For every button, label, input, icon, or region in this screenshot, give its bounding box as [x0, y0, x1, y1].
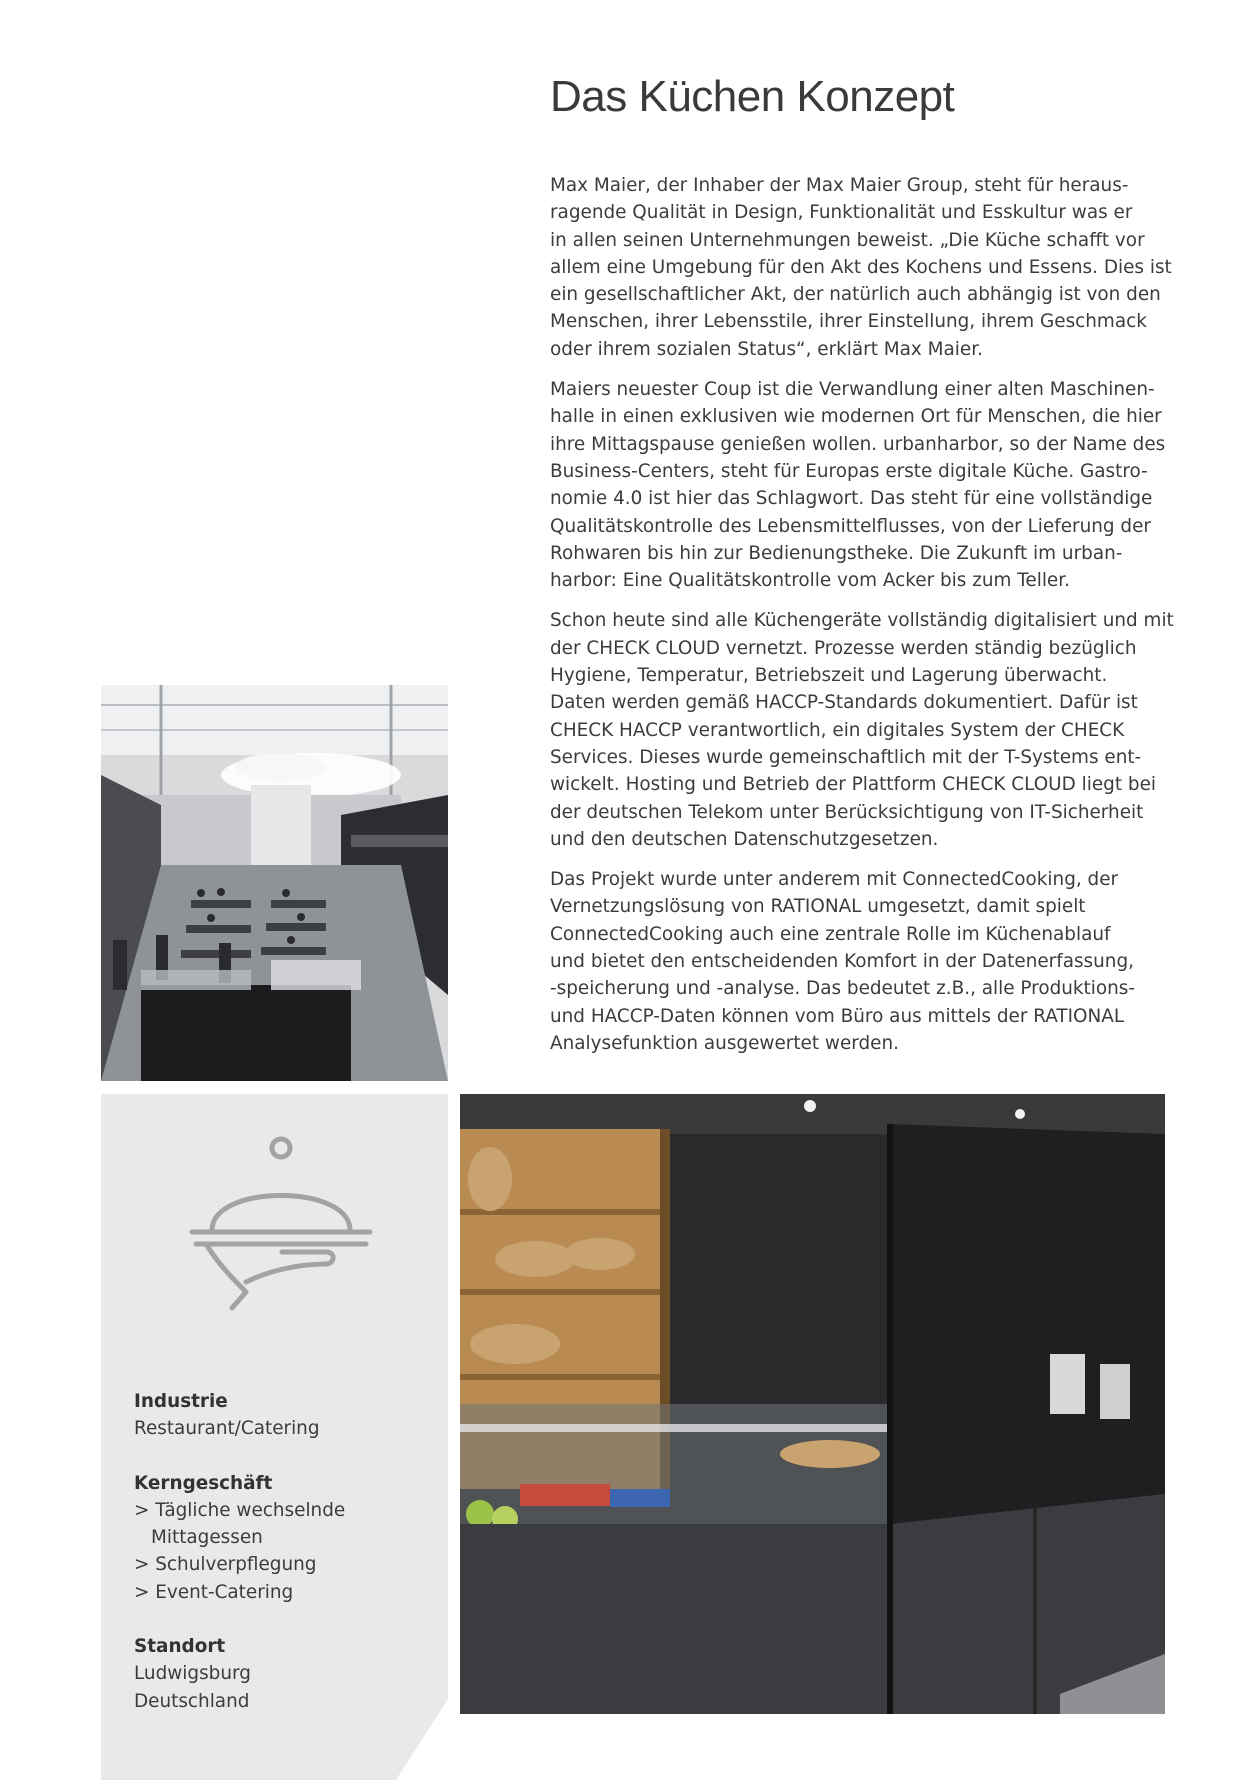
text-line: CHECK HACCP verantwortlich, ein digitales System der CHECK: [550, 719, 1125, 741]
text-line: Vernetzungslösung von RATIONAL umgesetzt, damit spielt: [550, 896, 1086, 918]
text-line: nomie 4.0 ist hier das Schlagwort. Das steht für eine vollständige: [550, 488, 1153, 510]
text-line: Hygiene, Temperatur, Betriebszeit und Lagerung überwacht.: [550, 665, 1108, 687]
text-line: ConnectedCooking auch eine zentrale Rolle im Küchenablauf: [550, 923, 1111, 945]
text-line: und HACCP-Daten können vom Büro aus mittels der RATIONAL: [550, 1005, 1125, 1027]
text-line: oder ihrem sozialen Status“, erklärt Max Maier.: [550, 338, 983, 360]
paragraph-1: [550, 172, 1180, 363]
fact-industry: [134, 1388, 434, 1443]
text-line: Rohwaren bis hin zur Bedienungstheke. Die Zukunft im urban-: [550, 542, 1123, 564]
text-line: halle in einen exklusiven wie modernen Ort für Menschen, die hier: [550, 406, 1162, 428]
text-line: Menschen, ihrer Lebensstile, ihrer Einstellung, ihrem Geschmack: [550, 311, 1147, 333]
text-line: und bietet den entscheidenden Komfort in der Datenerfassung,: [550, 951, 1134, 973]
facts-list: [134, 1388, 434, 1742]
text-line: der CHECK CLOUD vernetzt. Prozesse werden ständig bezüglich: [550, 637, 1137, 659]
article-body: [550, 172, 1180, 1070]
text-line: Analysefunktion ausgewertet werden.: [550, 1032, 899, 1054]
text-line: Business-Centers, steht für Europas erste digitale Küche. Gastro-: [550, 460, 1148, 482]
text-line: Maiers neuester Coup ist die Verwandlung einer alten Maschinen-: [550, 379, 1155, 401]
text-line: Max Maier, der Inhaber der Max Maier Group, steht für heraus-: [550, 175, 1129, 196]
fact-heading: Kerngeschäft: [134, 1472, 273, 1494]
fact-value: Ludwigsburg: [134, 1663, 251, 1685]
fact-value: > Schulverpflegung: [134, 1554, 317, 1576]
text-line: Qualitätskontrolle des Lebensmittelflusses, von der Lieferung der: [550, 515, 1151, 537]
fact-heading: Industrie: [134, 1391, 228, 1412]
text-line: Das Projekt wurde unter anderem mit ConnectedCooking, der: [550, 869, 1119, 891]
fact-value: Mittagessen: [151, 1527, 263, 1549]
paragraph-2: [550, 376, 1180, 594]
fact-value: > Tägliche wechselnde: [134, 1499, 346, 1521]
fact-location: [134, 1633, 434, 1715]
text-line: in allen seinen Unternehmungen beweist. „Die Küche schafft vor: [550, 229, 1145, 251]
text-line: der deutschen Telekom unter Berücksichtigung von IT-Sicherheit: [550, 801, 1144, 823]
text-line: Daten werden gemäß HACCP-Standards dokumentiert. Dafür ist: [550, 692, 1138, 714]
fact-value: Restaurant/Catering: [134, 1418, 320, 1440]
serving-cloche-hand-icon: [186, 1132, 376, 1312]
text-line: ragende Qualität in Design, Funktionalität und Esskultur was er: [550, 202, 1133, 224]
fact-value: > Event-Catering: [134, 1581, 294, 1603]
text-line: ihre Mittagspause genießen wollen. urbanharbor, so der Name des: [550, 433, 1166, 455]
text-line: harbor: Eine Qualitätskontrolle vom Acker bis zum Teller.: [550, 570, 1070, 592]
text-line: ein gesellschaftlicher Akt, der natürlich auch abhängig ist von den: [550, 284, 1161, 306]
text-line: allem eine Umgebung für den Akt des Kochens und Essens. Dies ist: [550, 256, 1172, 278]
paragraph-3: [550, 607, 1180, 853]
text-line: und den deutschen Datenschutzgesetzen.: [550, 828, 939, 850]
text-line: -speicherung und -analyse. Das bedeutet z.B., alle Produktions-: [550, 978, 1136, 1000]
paragraph-4: [550, 866, 1180, 1057]
fact-core-business: [134, 1470, 434, 1606]
text-line: wickelt. Hosting und Betrieb der Plattform CHECK CLOUD liegt bei: [550, 774, 1157, 796]
info-panel: [101, 1094, 448, 1780]
counter-photo: [460, 1094, 1165, 1714]
page-title: Das Küchen Konzept: [550, 72, 955, 121]
food-hall-photo: [101, 685, 448, 1081]
text-line: Services. Dieses wurde gemeinschaftlich mit der T-Systems ent-: [550, 746, 1142, 768]
fact-heading: Standort: [134, 1636, 226, 1658]
fact-value: Deutschland: [134, 1690, 250, 1712]
text-line: Schon heute sind alle Küchengeräte vollständig digitalisiert und mit: [550, 610, 1174, 632]
